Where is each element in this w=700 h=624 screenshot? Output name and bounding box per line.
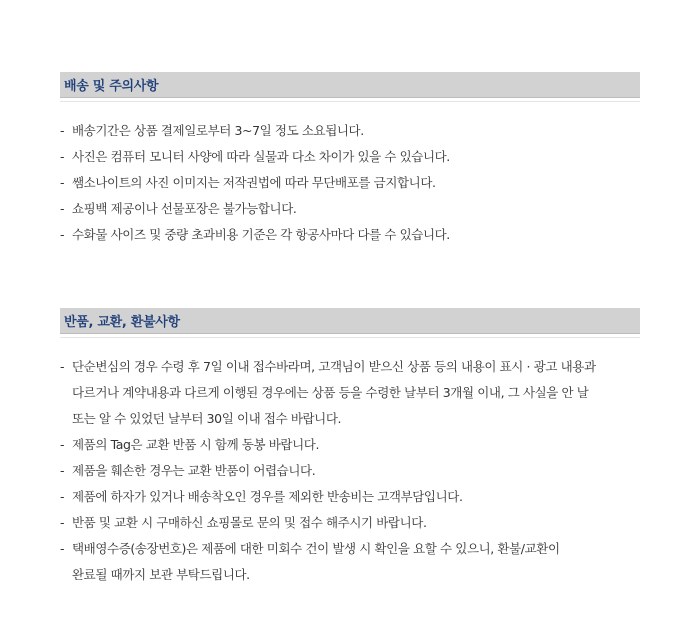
list-item	[60, 170, 640, 196]
shipping-section	[60, 72, 640, 248]
shipping-section-title: 배송 및 주의사항	[64, 79, 159, 94]
bullet-dash: -	[60, 175, 65, 190]
list-item	[60, 354, 640, 432]
list-item	[60, 536, 640, 588]
returns-notice-list	[60, 354, 640, 588]
list-item-text: 쇼핑백 제공이나 선물포장은 불가능합니다.	[72, 201, 297, 216]
list-item-text: 반품 및 교환 시 구매하신 쇼핑몰로 문의 및 접수 해주시기 바랍니다.	[72, 515, 427, 530]
returns-section-header	[60, 308, 640, 334]
returns-section	[60, 308, 640, 588]
shipping-notice-list	[60, 118, 640, 248]
returns-section-title: 반품, 교환, 환불사항	[64, 315, 180, 330]
list-item	[60, 432, 640, 458]
list-item-text: 사진은 컴퓨터 모니터 사양에 따라 실물과 다소 차이가 있을 수 있습니다.	[72, 149, 450, 164]
bullet-dash: -	[60, 123, 65, 138]
list-item	[60, 458, 640, 484]
list-item-text: 단순변심의 경우 수령 후 7일 이내 접수바라며, 고객님이 받으신 상품 등의 내용이 표시 · 광고 내용과	[72, 359, 596, 374]
bullet-dash: -	[60, 437, 65, 452]
list-item-text: 쌤소나이트의 사진 이미지는 저작권법에 따라 무단배포를 금지합니다.	[72, 175, 436, 190]
list-item	[60, 484, 640, 510]
bullet-dash: -	[60, 149, 65, 164]
shipping-section-header	[60, 72, 640, 98]
bullet-dash: -	[60, 227, 65, 242]
list-item-text: 제품을 훼손한 경우는 교환 반품이 어렵습니다.	[72, 463, 316, 478]
section-divider	[60, 337, 640, 338]
list-item-text: 택배영수증(송장번호)은 제품에 대한 미회수 건이 발생 시 확인을 요할 수 있으니, 환불/교환이	[72, 541, 560, 556]
list-item-text: 수화물 사이즈 및 중량 초과비용 기준은 각 항공사마다 다를 수 있습니다.	[72, 227, 450, 242]
list-item-text: 배송기간은 상품 결제일로부터 3~7일 정도 소요됩니다.	[72, 123, 364, 138]
section-divider	[60, 101, 640, 102]
list-item-text: 제품의 Tag은 교환 반품 시 함께 동봉 바랍니다.	[72, 437, 320, 452]
list-item	[60, 222, 640, 248]
list-item-text: 제품에 하자가 있거나 배송착오인 경우를 제외한 반송비는 고객부담입니다.	[72, 489, 463, 504]
bullet-dash: -	[60, 201, 65, 216]
list-item	[60, 196, 640, 222]
list-item-text: 완료될 때까지 보관 부탁드립니다.	[72, 567, 250, 582]
bullet-dash: -	[60, 541, 65, 556]
list-item-text: 또는 알 수 있었던 날부터 30일 이내 접수 바랍니다.	[72, 411, 342, 426]
bullet-dash: -	[60, 463, 65, 478]
list-item	[60, 144, 640, 170]
bullet-dash: -	[60, 359, 65, 374]
list-item	[60, 118, 640, 144]
list-item	[60, 510, 640, 536]
bullet-dash: -	[60, 489, 65, 504]
list-item-text: 다르거나 계약내용과 다르게 이행된 경우에는 상품 등을 수령한 날부터 3개월 이내, 그 사실을 안 날	[72, 385, 589, 400]
bullet-dash: -	[60, 515, 65, 530]
